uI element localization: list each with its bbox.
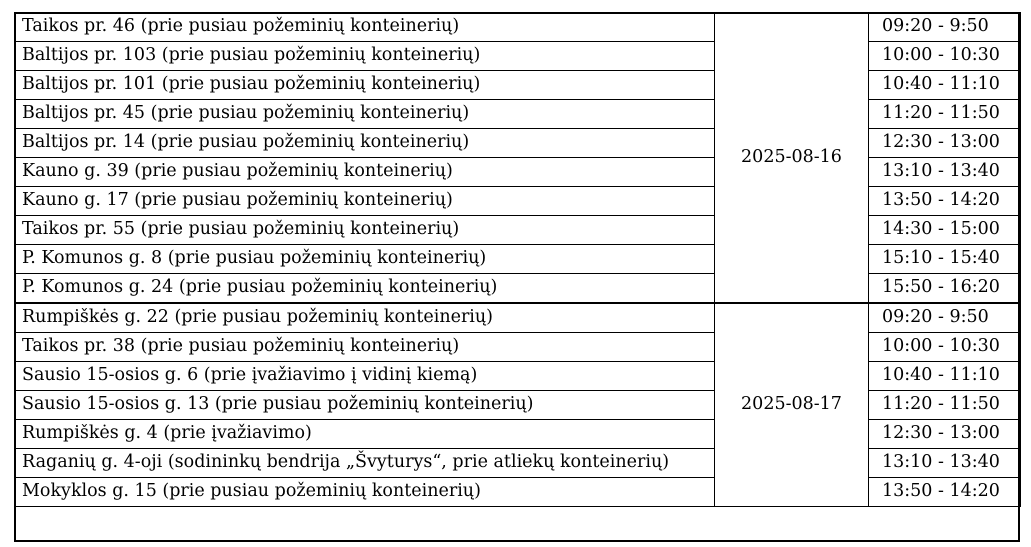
time-cell: 10:40 - 11:10 bbox=[869, 362, 1021, 391]
table-row bbox=[15, 449, 1021, 478]
time-cell: 10:40 - 11:10 bbox=[869, 71, 1021, 100]
table-row bbox=[15, 158, 1021, 187]
address-cell: Rumpiškės g. 4 (prie įvažiavimo) bbox=[15, 420, 715, 449]
table-row bbox=[15, 129, 1021, 158]
time-cell: 12:30 - 13:00 bbox=[869, 420, 1021, 449]
table-row bbox=[15, 303, 1021, 333]
table-row bbox=[15, 42, 1021, 71]
table-row bbox=[15, 187, 1021, 216]
table-row bbox=[15, 391, 1021, 420]
time-cell: 12:30 - 13:00 bbox=[869, 129, 1021, 158]
address-cell: Kauno g. 39 (prie pusiau požeminių konteinerių) bbox=[15, 158, 715, 187]
address-cell: Baltijos pr. 45 (prie pusiau požeminių konteinerių) bbox=[15, 100, 715, 129]
address-cell: Sausio 15-osios g. 13 (prie pusiau požeminių konteinerių) bbox=[15, 391, 715, 420]
address-cell: Raganių g. 4-oji (sodininkų bendrija „Švyturys“, prie atliekų konteinerių) bbox=[15, 449, 715, 478]
time-cell: 15:50 - 16:20 bbox=[869, 274, 1021, 304]
time-cell: 11:20 - 11:50 bbox=[869, 100, 1021, 129]
address-cell: Mokyklos g. 15 (prie pusiau požeminių konteinerių) bbox=[15, 478, 715, 507]
table-row bbox=[15, 216, 1021, 245]
table-row bbox=[15, 362, 1021, 391]
address-cell: P. Komunos g. 24 (prie pusiau požeminių konteinerių) bbox=[15, 274, 715, 304]
table-row bbox=[15, 274, 1021, 304]
address-cell: Taikos pr. 46 (prie pusiau požeminių konteinerių) bbox=[15, 13, 715, 42]
address-cell: Sausio 15-osios g. 6 (prie įvažiavimo į vidinį kiemą) bbox=[15, 362, 715, 391]
table-row bbox=[15, 13, 1021, 42]
time-cell: 13:10 - 13:40 bbox=[869, 158, 1021, 187]
date-cell: 2025-08-17 bbox=[715, 303, 869, 507]
address-cell: Rumpiškės g. 22 (prie pusiau požeminių konteinerių) bbox=[15, 303, 715, 333]
address-cell: Taikos pr. 55 (prie pusiau požeminių konteinerių) bbox=[15, 216, 715, 245]
time-cell: 09:20 - 9:50 bbox=[869, 13, 1021, 42]
time-cell: 13:50 - 14:20 bbox=[869, 187, 1021, 216]
address-cell: Taikos pr. 38 (prie pusiau požeminių konteinerių) bbox=[15, 333, 715, 362]
address-cell: Baltijos pr. 14 (prie pusiau požeminių konteinerių) bbox=[15, 129, 715, 158]
time-cell: 11:20 - 11:50 bbox=[869, 391, 1021, 420]
table-row bbox=[15, 478, 1021, 507]
time-cell: 15:10 - 15:40 bbox=[869, 245, 1021, 274]
time-cell: 14:30 - 15:00 bbox=[869, 216, 1021, 245]
address-cell: Baltijos pr. 101 (prie pusiau požeminių konteinerių) bbox=[15, 71, 715, 100]
schedule-body bbox=[15, 13, 1021, 507]
time-cell: 10:00 - 10:30 bbox=[869, 42, 1021, 71]
time-cell: 09:20 - 9:50 bbox=[869, 303, 1021, 333]
time-cell: 13:10 - 13:40 bbox=[869, 449, 1021, 478]
address-cell: Baltijos pr. 103 (prie pusiau požeminių konteinerių) bbox=[15, 42, 715, 71]
table-row bbox=[15, 333, 1021, 362]
table-row bbox=[15, 245, 1021, 274]
time-cell: 10:00 - 10:30 bbox=[869, 333, 1021, 362]
address-cell: Kauno g. 17 (prie pusiau požeminių konteinerių) bbox=[15, 187, 715, 216]
table-row bbox=[15, 100, 1021, 129]
date-cell: 2025-08-16 bbox=[715, 13, 869, 304]
table-row bbox=[15, 71, 1021, 100]
schedule-table bbox=[14, 12, 1021, 507]
time-cell: 13:50 - 14:20 bbox=[869, 478, 1021, 507]
address-cell: P. Komunos g. 8 (prie pusiau požeminių konteinerių) bbox=[15, 245, 715, 274]
table-row bbox=[15, 420, 1021, 449]
